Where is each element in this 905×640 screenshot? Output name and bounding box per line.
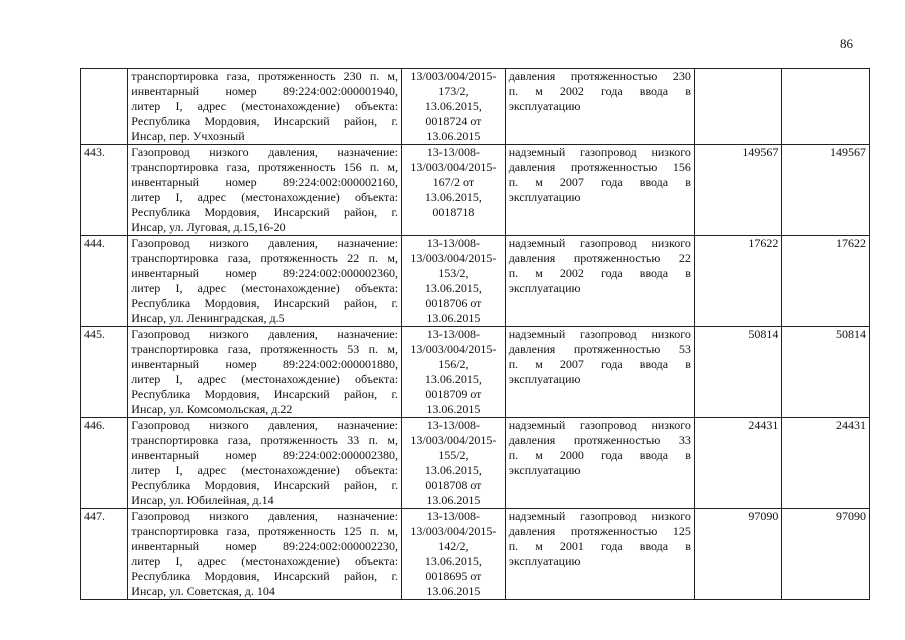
characteristics-line: эксплуатацию bbox=[508, 190, 581, 204]
characteristics-line: давления протяженностью 156 bbox=[508, 160, 691, 174]
description-line: Газопровод низкого давления, назначение: bbox=[131, 145, 399, 159]
registration-line: 13.06.2015, bbox=[424, 190, 482, 204]
description-line: инвентарный номер 89:224:002:000002380, bbox=[131, 448, 399, 462]
property-registry-table bbox=[80, 68, 870, 600]
registration-line: 156/2, bbox=[438, 357, 469, 371]
registration-record bbox=[402, 236, 506, 327]
table-row bbox=[81, 69, 870, 145]
description-line: Газопровод низкого давления, назначение: bbox=[131, 236, 399, 250]
description-line: Инсар, ул. Юбилейная, д.14 bbox=[131, 493, 274, 507]
value-column-1 bbox=[694, 69, 782, 145]
registration-line: 13/003/004/2015- bbox=[410, 69, 497, 83]
registration-line: 13/003/004/2015- bbox=[410, 160, 497, 174]
registration-line: 13-13/008- bbox=[426, 509, 481, 523]
value-column-1: 50814 bbox=[694, 327, 782, 418]
characteristics-line: эксплуатацию bbox=[508, 372, 581, 386]
characteristics-line: эксплуатацию bbox=[508, 463, 581, 477]
registration-line: 0018695 от bbox=[425, 569, 482, 583]
object-characteristics bbox=[505, 69, 694, 145]
registration-line: 142/2, bbox=[438, 539, 469, 553]
registration-line: 0018706 от bbox=[425, 296, 482, 310]
table-row bbox=[81, 509, 870, 600]
row-number: 447. bbox=[81, 509, 128, 600]
value-column-2: 24431 bbox=[782, 418, 870, 509]
registration-line: 0018718 bbox=[432, 205, 475, 219]
description-line: Инсар, ул. Луговая, д.15,16-20 bbox=[131, 220, 286, 234]
description-line: Инсар, пер. Учхозный bbox=[131, 129, 245, 143]
characteristics-line: п. м 2002 года ввода в bbox=[508, 84, 691, 98]
registration-line: 13-13/008- bbox=[426, 327, 481, 341]
registration-line: 13.06.2015 bbox=[426, 493, 481, 507]
characteristics-line: давления протяженностью 230 bbox=[508, 69, 691, 83]
registration-line: 153/2, bbox=[438, 266, 469, 280]
characteristics-line: эксплуатацию bbox=[508, 554, 581, 568]
table-row bbox=[81, 418, 870, 509]
description-line: транспортировка газа, протяженность 156 п. м, bbox=[131, 160, 399, 174]
characteristics-line: давления протяженностью 53 bbox=[508, 342, 691, 356]
object-description bbox=[128, 145, 402, 236]
description-line: литер I, адрес (местонахождение) объекта: bbox=[131, 554, 399, 568]
description-line: транспортировка газа, протяженность 22 п. м, bbox=[131, 251, 399, 265]
registration-line: 0018708 от bbox=[425, 478, 482, 492]
description-line: транспортировка газа, протяженность 125 п. м, bbox=[131, 524, 399, 538]
description-line: Газопровод низкого давления, назначение: bbox=[131, 327, 399, 341]
description-line: Инсар, ул. Комсомольская, д.22 bbox=[131, 402, 293, 416]
object-characteristics bbox=[505, 418, 694, 509]
registration-line: 13.06.2015, bbox=[424, 463, 482, 477]
description-line: Республика Мордовия, Инсарский район, г. bbox=[131, 478, 399, 492]
value-column-2: 17622 bbox=[782, 236, 870, 327]
description-line: литер I, адрес (местонахождение) объекта: bbox=[131, 281, 399, 295]
row-number bbox=[81, 69, 128, 145]
characteristics-line: надземный газопровод низкого bbox=[508, 145, 691, 159]
object-description bbox=[128, 69, 402, 145]
characteristics-line: эксплуатацию bbox=[508, 99, 581, 113]
registration-line: 13.06.2015 bbox=[426, 584, 481, 598]
registration-line: 13/003/004/2015- bbox=[410, 251, 497, 265]
value-column-2: 149567 bbox=[782, 145, 870, 236]
registration-line: 13-13/008- bbox=[426, 145, 481, 159]
registration-line: 13.06.2015 bbox=[426, 402, 481, 416]
registration-line: 155/2, bbox=[438, 448, 469, 462]
characteristics-line: п. м 2007 года ввода в bbox=[508, 357, 691, 371]
characteristics-line: давления протяженностью 125 bbox=[508, 524, 691, 538]
description-line: инвентарный номер 89:224:002:000001880, bbox=[131, 357, 399, 371]
description-line: Республика Мордовия, Инсарский район, г. bbox=[131, 205, 399, 219]
page-number: 86 bbox=[840, 36, 853, 51]
registration-line: 167/2 от bbox=[432, 175, 475, 189]
registration-record bbox=[402, 418, 506, 509]
characteristics-line: п. м 2001 года ввода в bbox=[508, 539, 691, 553]
description-line: транспортировка газа, протяженность 53 п. м, bbox=[131, 342, 399, 356]
value-column-2: 50814 bbox=[782, 327, 870, 418]
characteristics-line: давления протяженностью 22 bbox=[508, 251, 691, 265]
object-description bbox=[128, 327, 402, 418]
value-column-1: 97090 bbox=[694, 509, 782, 600]
characteristics-line: п. м 2007 года ввода в bbox=[508, 175, 691, 189]
row-number: 446. bbox=[81, 418, 128, 509]
table-row bbox=[81, 327, 870, 418]
object-characteristics bbox=[505, 236, 694, 327]
description-line: Республика Мордовия, Инсарский район, г. bbox=[131, 569, 399, 583]
characteristics-line: надземный газопровод низкого bbox=[508, 509, 691, 523]
value-column-1: 149567 bbox=[694, 145, 782, 236]
registration-record bbox=[402, 509, 506, 600]
registration-line: 13.06.2015 bbox=[426, 311, 481, 325]
characteristics-line: п. м 2002 года ввода в bbox=[508, 266, 691, 280]
description-line: инвентарный номер 89:224:002:000001940, bbox=[131, 84, 399, 98]
value-column-1: 17622 bbox=[694, 236, 782, 327]
description-line: Газопровод низкого давления, назначение: bbox=[131, 418, 399, 432]
object-characteristics bbox=[505, 145, 694, 236]
object-description bbox=[128, 236, 402, 327]
description-line: Республика Мордовия, Инсарский район, г. bbox=[131, 387, 399, 401]
description-line: литер I, адрес (местонахождение) объекта: bbox=[131, 372, 399, 386]
value-column-1: 24431 bbox=[694, 418, 782, 509]
registration-line: 13/003/004/2015- bbox=[410, 433, 497, 447]
description-line: литер I, адрес (местонахождение) объекта: bbox=[131, 190, 399, 204]
characteristics-line: надземный газопровод низкого bbox=[508, 236, 691, 250]
registration-line: 13/003/004/2015- bbox=[410, 524, 497, 538]
registration-line: 173/2, bbox=[438, 84, 469, 98]
description-line: Республика Мордовия, Инсарский район, г. bbox=[131, 296, 399, 310]
characteristics-line: надземный газопровод низкого bbox=[508, 418, 691, 432]
registration-line: 13-13/008- bbox=[426, 418, 481, 432]
description-line: инвентарный номер 89:224:002:000002360, bbox=[131, 266, 399, 280]
description-line: литер I, адрес (местонахождение) объекта: bbox=[131, 463, 399, 477]
description-line: Инсар, ул. Советская, д. 104 bbox=[131, 584, 275, 598]
row-number: 443. bbox=[81, 145, 128, 236]
table-row bbox=[81, 236, 870, 327]
description-line: Инсар, ул. Ленинградская, д.5 bbox=[131, 311, 285, 325]
description-line: Республика Мордовия, Инсарский район, г. bbox=[131, 114, 399, 128]
description-line: литер I, адрес (местонахождение) объекта: bbox=[131, 99, 399, 113]
registration-line: 13.06.2015, bbox=[424, 99, 482, 113]
description-line: инвентарный номер 89:224:002:000002160, bbox=[131, 175, 399, 189]
description-line: транспортировка газа, протяженность 230 п. м, bbox=[131, 69, 399, 83]
registration-record bbox=[402, 69, 506, 145]
description-line: транспортировка газа, протяженность 33 п. м, bbox=[131, 433, 399, 447]
characteristics-line: давления протяженностью 33 bbox=[508, 433, 691, 447]
object-characteristics bbox=[505, 509, 694, 600]
object-description bbox=[128, 509, 402, 600]
registration-record bbox=[402, 327, 506, 418]
registration-record bbox=[402, 145, 506, 236]
object-description bbox=[128, 418, 402, 509]
characteristics-line: п. м 2000 года ввода в bbox=[508, 448, 691, 462]
description-line: инвентарный номер 89:224:002:000002230, bbox=[131, 539, 399, 553]
registration-line: 13.06.2015, bbox=[424, 554, 482, 568]
row-number: 445. bbox=[81, 327, 128, 418]
registration-line: 0018724 от bbox=[425, 114, 482, 128]
characteristics-line: надземный газопровод низкого bbox=[508, 327, 691, 341]
table-row bbox=[81, 145, 870, 236]
registration-line: 13.06.2015, bbox=[424, 281, 482, 295]
description-line: Газопровод низкого давления, назначение: bbox=[131, 509, 399, 523]
registration-line: 13.06.2015, bbox=[424, 372, 482, 386]
value-column-2 bbox=[782, 69, 870, 145]
row-number: 444. bbox=[81, 236, 128, 327]
characteristics-line: эксплуатацию bbox=[508, 281, 581, 295]
registration-line: 0018709 от bbox=[425, 387, 482, 401]
registration-line: 13-13/008- bbox=[426, 236, 481, 250]
value-column-2: 97090 bbox=[782, 509, 870, 600]
object-characteristics bbox=[505, 327, 694, 418]
registration-line: 13.06.2015 bbox=[426, 129, 481, 143]
registration-line: 13/003/004/2015- bbox=[410, 342, 497, 356]
